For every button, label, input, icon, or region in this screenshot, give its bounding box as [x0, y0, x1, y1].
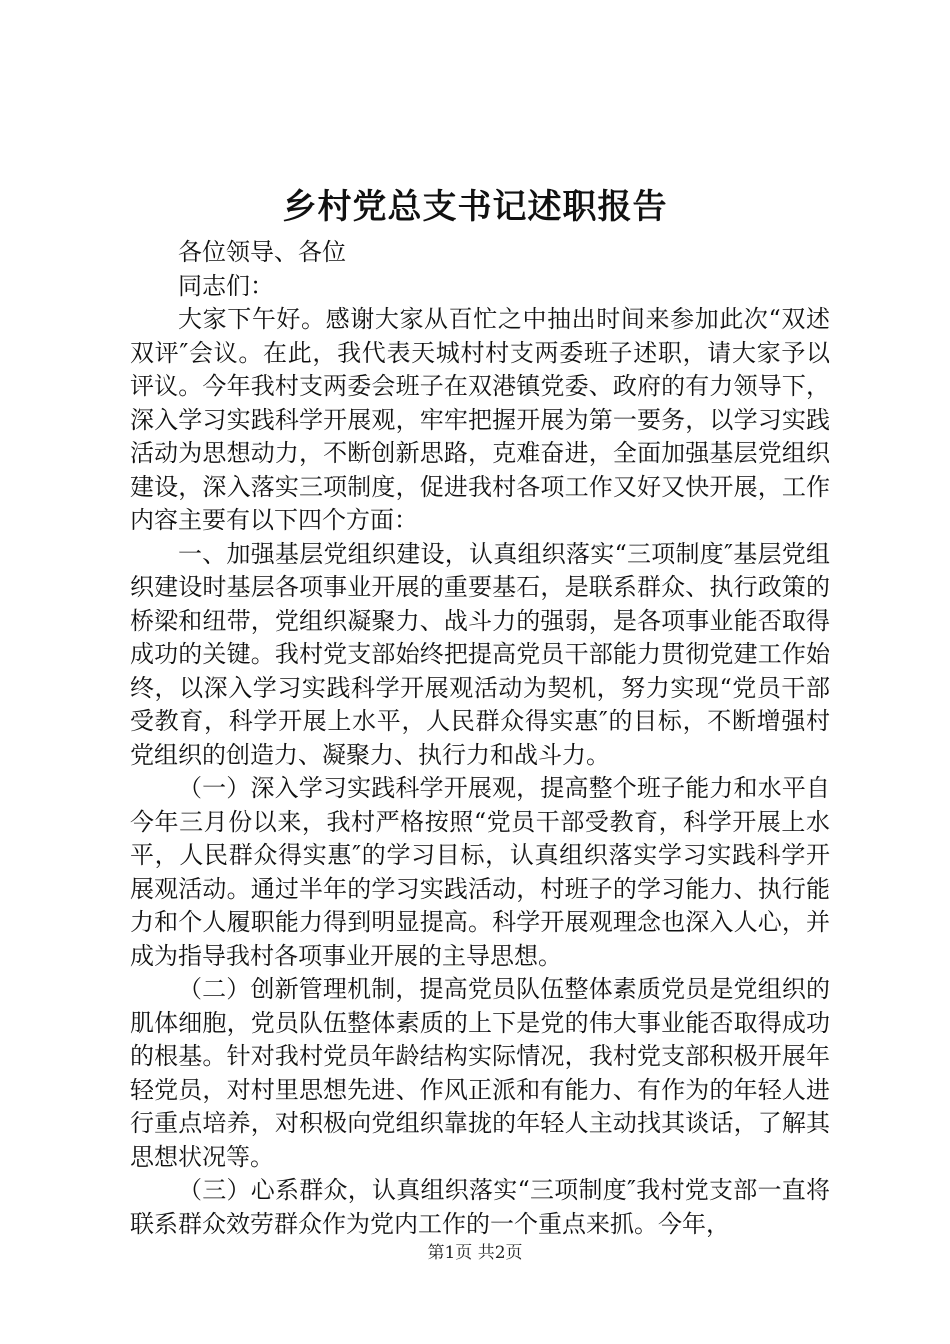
paragraph-section-1: 一、加强基层党组织建设，认真组织落实“三项制度″基层党组织建设时基层各项事业开展的重要基石，是联系群众、执行政策的桥梁和纽带，党组织凝聚力、战斗力的强弱，是各项事业能否取得成功的关键。我村党支部始终把提高党员干部能力贯彻党建工作始终，以深入学习实践科学开展观活动为契机，努力实现“党员干部受教育，科学开展上水平，人民群众得实惠″的目标，不断增强村党组织的创造力、凝聚力、执行力和战斗力。 [130, 539, 830, 769]
page-footer: 第1页 共2页 [427, 1243, 523, 1263]
document-body [130, 236, 830, 1241]
paragraph-intro: 大家下午好。感谢大家从百忙之中抽出时间来参加此次“双述双评″会议。在此，我代表天城村村支两委班子述职，请大家予以评议。今年我村支两委会班子在双港镇党委、政府的有力领导下，深入学习实践科学开展观，牢牢把握开展为第一要务，以学习实践活动为思想动力，不断创新思路，克难奋进，全面加强基层党组织建设，深入落实三项制度，促进我村各项工作又好又快开展，工作内容主要有以下四个方面： [130, 305, 830, 534]
document-title: 乡村党总支书记述职报告 [282, 187, 668, 227]
paragraph-subsection-1: （一）深入学习实践科学开展观，提高整个班子能力和水平自今年三月份以来，我村严格按照“党员干部受教育，科学开展上水平，人民群众得实惠″的学习目标，认真组织落实学习实践科学开展观活动。通过半年的学习实践活动，村班子的学习能力、执行能力和个人履职能力得到明显提高。科学开展观理念也深入人心，并成为指导我村各项事业开展的主导思想。 [130, 774, 830, 970]
paragraph-subsection-3: （三）心系群众，认真组织落实“三项制度″我村党支部一直将联系群众效劳群众作为党内工作的一个重点来抓。今年， [130, 1176, 830, 1238]
paragraph-subsection-2: （二）创新管理机制，提高党员队伍整体素质党员是党组织的肌体细胞，党员队伍整体素质的上下是党的伟大事业能否取得成功的根基。针对我村党员年龄结构实际情况，我村党支部积极开展年轻党员，对村里思想先进、作风正派和有能力、有作为的年轻人进行重点培养，对积极向党组织靠拢的年轻人主动找其谈话，了解其思想状况等。 [130, 975, 830, 1171]
salutation-line-2: 同志们： [178, 271, 274, 300]
salutation-line-1: 各位领导、各位 [178, 238, 346, 266]
